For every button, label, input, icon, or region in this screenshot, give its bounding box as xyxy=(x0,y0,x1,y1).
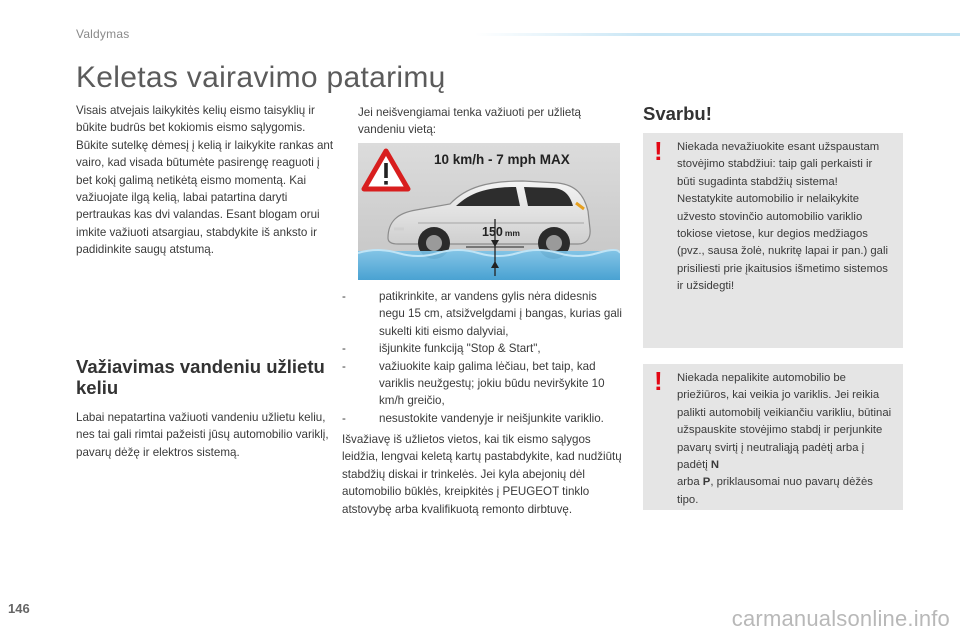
list-item-text: važiuokite kaip galima lėčiau, bet taip, kad variklis neužgestų; jokiu būdu neviršykite 10 km/h greičio, xyxy=(379,359,605,408)
list-item xyxy=(342,410,622,427)
warning-box-parking-brake xyxy=(643,133,903,348)
flooded-road-paragraph: Labai nepatartina važiuoti vandeniu užlietu keliu, nes tai gali rimtai pažeisti jūsų automobilio variklį, pavarų dėžę ir elektros sistemą. xyxy=(76,411,329,459)
svg-text:150mm xyxy=(482,225,520,239)
exclamation-icon: ! xyxy=(654,136,663,166)
flooded-road-illustration xyxy=(358,143,620,280)
speed-limit-label: 10 km/h - 7 mph MAX xyxy=(434,152,570,167)
precaution-list xyxy=(342,288,622,427)
exclamation-icon: ! xyxy=(654,366,663,396)
warning-text-part: , priklausomai nuo pavarų dėžės tipo. xyxy=(677,476,873,506)
list-item xyxy=(342,288,622,340)
list-item-text: nesustokite vandenyje ir neišjunkite variklio. xyxy=(379,411,604,425)
list-dash: - xyxy=(342,359,346,373)
gear-n-label: N xyxy=(710,459,720,472)
list-item xyxy=(342,358,622,410)
warning-box-unattended xyxy=(643,364,903,510)
header-bar xyxy=(475,33,960,36)
list-item-text: patikrinkite, ar vandens gylis nėra didesnis negu 15 cm, atsižvelgdami į bangas, kurias gali sukelti kiti eismo dalyviai, xyxy=(379,290,622,338)
gear-p-label: P xyxy=(702,476,711,489)
section-title-flooded-road: Važiavimas vandeniu užlietu keliu xyxy=(76,356,325,398)
warning-text-part: arba xyxy=(677,476,700,489)
warning-text: Niekada nevažiuokite esant užspaustam stovėjimo stabdžiui: taip gali perkaisti ir būti sugadinta stabdžių sistema! Nestatykite automobilio ir nelaikykite užvesto stovinčio automobilio variklio tokiose vietose, kur degios medžiagos (pvz., sausa žolė, nukritę lapai ir pan.) gali prisiliesti prie įkaitusios išmetimo sistemos ir užsidegti! xyxy=(677,141,888,293)
warning-text xyxy=(677,370,893,509)
list-item xyxy=(342,340,622,357)
intro-paragraph: Visais atvejais laikykitės kelių eismo taisyklių ir būkite budrūs bet kokiomis eismo sąlygomis. Būkite sutelkę dėmesį į kelią ir laikykite rankas ant vairo, kad visada būtumėte pasirengę reaguoti į bet kokį galimą netikėtą eismo momentą. Kai važiuojate ilgą kelią, labai patartina daryti pertraukas kas dvi valandas. Esant blogam orui imkite važiuoti atsargiau, stabdykite iš anksto ir padidinkite saugų atstumą. xyxy=(76,104,334,257)
list-dash: - xyxy=(342,290,346,303)
after-flood-paragraph: Išvažiavę iš užlietos vietos, kai tik eismo sąlygos leidžia, lengvai keletą kartų pastabdykite, kad nudžiūtų stabdžių diskai ir trinkelės. Jei kyla abejonių dėl automobilio būklės, kreipkitės į PEUGEOT tinklo atstovybę arba kvalifikuotą remonto dirbtuvę. xyxy=(342,433,622,516)
section-label: Valdymas xyxy=(76,27,130,41)
important-title: Svarbu! xyxy=(643,103,712,124)
page-title: Keletas vairavimo patarimų xyxy=(76,61,446,94)
warning-text-part: Niekada nepalikite automobilio be priežiūros, kai veikia jo variklis. Jei reikia palikti automobilį veikiančiu varikliu, būtinai užspauskite stovėjimo stabdį ir perjunkite pavarų svirtį į neutraliąją padėtį arba į padėtį xyxy=(677,372,892,472)
page-number: 146 xyxy=(8,601,30,616)
watermark: carmanualsonline.info xyxy=(731,606,950,631)
list-dash: - xyxy=(342,342,346,356)
flooded-intro-paragraph: Jei neišvengiamai tenka važiuoti per užlietą vandeniu vietą: xyxy=(358,106,581,137)
list-item-text: išjunkite funkciją "Stop & Start", xyxy=(379,342,541,356)
depth-unit: mm xyxy=(504,228,520,238)
list-dash: - xyxy=(342,411,346,425)
depth-value: 150 xyxy=(482,225,503,239)
